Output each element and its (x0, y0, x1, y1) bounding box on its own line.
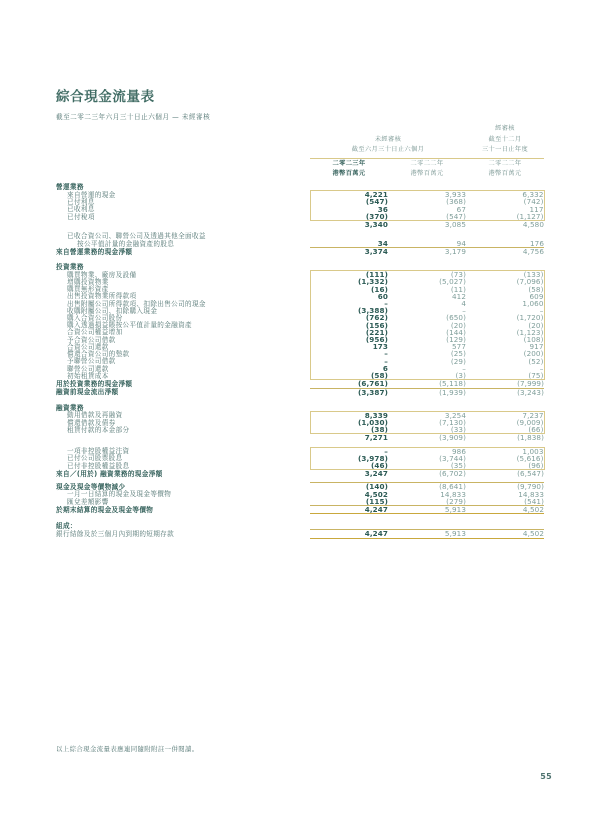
row-label: 投資業務 (56, 263, 84, 272)
row-value-col3: 1,060 (466, 300, 544, 307)
header-audited-period-1: 截至十二月 (488, 135, 522, 143)
row-value-col2 (388, 401, 466, 412)
header-year-col2: 二零二二年 (410, 159, 444, 167)
row-label: 購買無形資產 (67, 285, 109, 294)
row-value-col3: (108) (466, 336, 544, 343)
row-value-col2 (388, 260, 466, 271)
header-audited-label: 經審核 (495, 125, 515, 132)
table-row (56, 191, 544, 199)
row-label: 償還借款及債券 (67, 418, 116, 427)
row-value-col1: 34 (377, 238, 388, 248)
row-value-col1: (1,332) (310, 278, 388, 285)
row-label: 出售附屬公司所得款項、扣除出售公司的現金 (67, 299, 206, 308)
row-value-col3: (7,096) (466, 278, 544, 285)
row-value-col2: (73) (388, 271, 466, 279)
row-value-col1: (111) (310, 271, 388, 279)
row-label: 償還合資公司的墊款 (67, 350, 130, 359)
header-blank-7 (56, 169, 310, 180)
row-label: 來自營運的現金 (67, 190, 116, 199)
table-row (56, 198, 544, 205)
row-label: 購入合資公司股份 (67, 314, 123, 323)
row-value-col2: (5,118) (388, 380, 466, 388)
row-value-col2: (29) (450, 356, 466, 366)
row-value-col3: (7,999) (466, 380, 544, 388)
table-row (56, 350, 544, 357)
row-value-col2 (388, 519, 466, 530)
row-value-col1: (370) (310, 213, 388, 221)
row-value-col2: (6,702) (388, 470, 466, 478)
row-value-col3: 917 (466, 343, 544, 350)
row-value-col3 (466, 180, 544, 191)
row-value-col2: (1,939) (388, 388, 466, 396)
row-value-col3: 14,833 (518, 489, 544, 499)
header-row-years (56, 158, 544, 169)
row-value-col1: 3,340 (310, 220, 388, 228)
row-value-col1 (310, 519, 388, 530)
row-label: 已付利息 (67, 197, 95, 206)
table-row (56, 365, 544, 372)
header-row-units (56, 169, 544, 180)
row-value-col3: (96) (466, 462, 544, 470)
row-value-col3: (1,123) (466, 329, 544, 336)
row-label: 收購附屬公司、扣除購入現金 (67, 306, 158, 315)
row-value-col1: 3,247 (310, 470, 388, 478)
row-value-col2: 986 (388, 447, 466, 455)
row-label: 融資業務 (56, 403, 84, 412)
table-row (56, 380, 544, 388)
row-value-col2: (8,641) (388, 483, 466, 491)
table-row (56, 411, 544, 419)
row-value-col1: 4,247 (310, 530, 388, 538)
row-value-col3: – (466, 365, 544, 372)
row-value-col3: (5,616) (466, 455, 544, 462)
row-value-col3: (9,009) (466, 419, 544, 426)
row-value-col1 (310, 260, 388, 271)
row-value-col2: (7,130) (439, 418, 466, 427)
row-value-col1: (16) (310, 286, 388, 293)
row-value-col2: (33) (388, 426, 466, 434)
row-label: 出售投資物業所得款項 (67, 292, 137, 301)
header-blank (56, 124, 310, 135)
row-value-col3: (133) (466, 271, 544, 279)
row-value-col2: (547) (388, 213, 466, 221)
header-unit-col3: 港幣百萬元 (488, 170, 522, 178)
row-label: 來自營運業務的現金淨額 (56, 247, 133, 256)
table-row (56, 506, 544, 514)
row-value-col1: (1,030) (310, 419, 388, 426)
table-row (56, 401, 544, 412)
header-row-period-1 (56, 135, 544, 146)
row-value-col1: (3,978) (310, 455, 388, 462)
header-blank-2 (310, 124, 388, 135)
row-label: 予聯營公司借款 (67, 357, 116, 366)
header-row-period-2 (56, 145, 544, 156)
row-value-col3: (541) (524, 496, 544, 506)
header-unaudited-label: 未經審核 (374, 135, 402, 143)
row-value-col1: – (310, 447, 388, 455)
row-label: 用於投資業務的現金淨額 (56, 380, 133, 389)
row-value-col2 (388, 180, 466, 191)
row-value-col3: (1,127) (466, 213, 544, 221)
header-year-col1: 二零二三年 (332, 159, 366, 167)
row-value-col3: (20) (466, 322, 544, 329)
table-row (56, 336, 544, 343)
row-value-col3: (66) (466, 426, 544, 434)
row-label: 於期末結算的現金及現金等價物 (56, 506, 154, 515)
table-row (56, 220, 544, 228)
table-row (56, 498, 544, 506)
header-row-group-audited (56, 124, 544, 135)
row-value-col1: (547) (310, 198, 388, 205)
table-row (56, 206, 544, 213)
row-value-col2: 577 (451, 342, 466, 352)
header-unaudited-period: 截至六月三十日止六個月 (351, 146, 425, 154)
row-value-col3: (3,243) (466, 388, 544, 396)
row-value-col1 (310, 233, 388, 240)
row-value-col3: 7,237 (466, 411, 544, 419)
row-value-col2: 4 (461, 299, 466, 309)
header-blank-4 (56, 135, 310, 146)
row-value-col3: (75) (466, 372, 544, 380)
row-value-col1: 173 (310, 343, 388, 350)
row-value-col3: 609 (466, 293, 544, 300)
row-value-col3: 4,502 (466, 530, 544, 538)
row-value-col2: 94 (456, 238, 466, 248)
table-row (56, 278, 544, 285)
row-value-col1: 3,374 (310, 247, 388, 255)
table-body (56, 180, 544, 538)
row-value-col2: 14,833 (440, 489, 466, 499)
row-value-col1: 6 (310, 365, 388, 372)
page-subtitle: 截至二零二三年六月三十日止六個月 — 未經審核 (56, 112, 211, 121)
row-value-col2: (279) (446, 496, 466, 506)
row-label: 營運業務 (56, 183, 84, 192)
row-value-col2: (129) (446, 335, 466, 345)
table-row (56, 307, 544, 314)
table-row (56, 329, 544, 336)
row-value-col1: (156) (310, 322, 388, 329)
row-value-col1 (310, 401, 388, 412)
row-label: 增購投資物業 (67, 278, 109, 287)
row-value-col2: (25) (450, 349, 466, 359)
row-label: 已付非控股權益股息 (67, 462, 130, 471)
row-value-col2: (11) (450, 284, 466, 294)
table-row (56, 233, 544, 240)
table-row (56, 358, 544, 365)
row-value-col1: (6,761) (310, 380, 388, 388)
row-value-col1: – (310, 358, 388, 365)
row-label: 購入透過損益賬按公平值計量的金融資產 (67, 321, 192, 330)
page-title: 綜合現金流量表 (56, 89, 155, 105)
row-label: 已收合資公司、聯營公司及透過其他全面收益 (67, 232, 206, 241)
row-label: 初始租賃成本 (67, 372, 109, 381)
row-label: 動用借款及再融資 (67, 411, 123, 420)
row-value-col2: (20) (450, 320, 466, 330)
header-unit-col1: 港幣百萬元 (332, 170, 366, 178)
row-value-col1: (956) (310, 336, 388, 343)
table-row (56, 462, 544, 470)
row-value-col1: (3,388) (310, 307, 388, 314)
row-label: 合資公司權益增加 (67, 328, 123, 337)
row-label: 銀行結餘及於三個月內到期的短期存款 (56, 530, 175, 539)
row-label: 租賃付款的本金部分 (67, 426, 130, 435)
table-row (56, 240, 544, 248)
row-label (56, 434, 310, 442)
table-row (56, 180, 544, 191)
row-label: 已付稅項 (67, 212, 95, 221)
row-label: 現金及現金等價物減少 (56, 483, 126, 492)
row-value-col1: (762) (310, 314, 388, 321)
row-value-col1 (310, 180, 388, 191)
row-value-col3: (58) (466, 286, 544, 293)
table-row (56, 470, 544, 478)
table-header-group (56, 124, 544, 180)
row-label: 匯兌差額影響 (67, 497, 109, 506)
row-label: 購買物業、廠房及設備 (67, 270, 137, 279)
row-value-col1: 60 (310, 293, 388, 300)
row-value-col3: (1,720) (466, 314, 544, 321)
row-value-col2: (650) (446, 313, 466, 323)
table-row (56, 293, 544, 300)
page-number: 55 (540, 772, 552, 781)
table-row (56, 388, 544, 396)
table-row (56, 322, 544, 329)
row-value-col1: – (310, 300, 388, 307)
row-value-col1: (115) (365, 496, 388, 506)
row-value-col2: 67 (456, 204, 466, 214)
row-value-col2: (368) (446, 197, 466, 207)
row-label: 已收利息 (67, 205, 95, 214)
row-value-col3: (742) (466, 198, 544, 205)
row-value-col1: 8,339 (310, 411, 388, 419)
row-value-col2: – (462, 363, 466, 373)
row-value-col1: – (310, 350, 388, 357)
row-value-col1: 4,502 (364, 489, 388, 499)
row-value-col2: 5,913 (388, 530, 466, 538)
row-value-col2: (3,909) (388, 434, 466, 442)
footnote: 以上綜合現金流量表應連同隨附附註一併閱讀。 (56, 745, 199, 753)
row-value-col3 (466, 401, 544, 412)
table-row (56, 271, 544, 279)
row-label: 已付公司股票股息 (67, 454, 123, 463)
title-block (56, 89, 536, 121)
row-value-col3: (52) (466, 358, 544, 365)
row-value-col2: (3) (388, 372, 466, 380)
row-value-col3: 117 (466, 206, 544, 213)
row-value-col2: 5,913 (388, 506, 466, 514)
row-value-col2: – (462, 306, 466, 316)
table-row (56, 530, 544, 538)
row-value-col1: (38) (310, 426, 388, 434)
row-value-col2: (3,744) (439, 453, 466, 463)
row-value-col3: (6,547) (466, 470, 544, 478)
row-value-col3: 6,332 (466, 191, 544, 199)
row-value-col1: 4,247 (310, 506, 388, 514)
row-value-col1: (221) (310, 329, 388, 336)
row-value-col3: 176 (529, 238, 544, 248)
header-blank-6 (56, 158, 310, 169)
row-label: 予合資公司借款 (67, 335, 116, 344)
row-value-col3: 1,003 (466, 447, 544, 455)
row-label: 合資公司還款 (67, 342, 109, 351)
table-row (56, 434, 544, 442)
table-row (56, 519, 544, 530)
row-value-col2: 3,254 (388, 411, 466, 419)
row-label: 來自／(用於) 融資業務的現金淨額 (56, 469, 163, 478)
row-value-col3 (466, 260, 544, 271)
table-row (56, 447, 544, 455)
header-blank-3 (388, 124, 466, 135)
header-audited-period-2: 三十一日止年度 (481, 146, 529, 154)
row-value-col3: (1,838) (466, 434, 544, 442)
table-row (56, 247, 544, 255)
row-value-col2: (5,027) (439, 277, 466, 287)
row-value-col1: (58) (310, 372, 388, 380)
row-value-col2: (35) (388, 462, 466, 470)
table-row (56, 213, 544, 221)
table-row (56, 455, 544, 462)
table-row (56, 426, 544, 434)
row-value-col1: 7,271 (310, 434, 388, 442)
row-value-col2: 3,179 (388, 247, 466, 255)
row-value-col3: (9,790) (466, 483, 544, 491)
row-value-col3: 4,580 (466, 220, 544, 228)
row-label (56, 220, 310, 228)
cash-flow-statement-table (56, 124, 545, 539)
row-label: 融資前現金流出淨額 (56, 388, 119, 397)
row-value-col1: 4,221 (310, 191, 388, 199)
row-label: 組成： (56, 522, 77, 531)
row-value-col2: (144) (446, 327, 466, 337)
row-label: 聯營公司還款 (67, 364, 109, 373)
row-value-col3: – (466, 307, 544, 314)
row-value-col1: 36 (310, 206, 388, 213)
row-value-col1: (46) (310, 462, 388, 470)
row-value-col1: (3,387) (310, 388, 388, 396)
row-value-col2: 3,085 (388, 220, 466, 228)
header-unit-col2: 港幣百萬元 (410, 170, 444, 178)
table-row (56, 372, 544, 380)
row-value-col2: 412 (451, 291, 466, 301)
header-blank-5 (56, 145, 310, 156)
row-value-col3 (466, 519, 544, 530)
row-value-col2 (388, 233, 466, 240)
row-value-col3: (200) (466, 350, 544, 357)
row-value-col3: 4,502 (466, 506, 544, 514)
header-year-col3: 二零二二年 (488, 159, 522, 167)
row-value-col3: 4,756 (466, 247, 544, 255)
row-label: 按公平值計量的金融資產的股息 (77, 239, 175, 248)
row-value-col2: 3,933 (388, 191, 466, 199)
row-label: 一月一日結算的現金及現金等價物 (67, 490, 172, 499)
row-value-col1: (140) (310, 483, 388, 491)
row-label: 一項非控股權益注資 (67, 447, 130, 456)
table-row (56, 260, 544, 271)
table-row (56, 491, 544, 498)
